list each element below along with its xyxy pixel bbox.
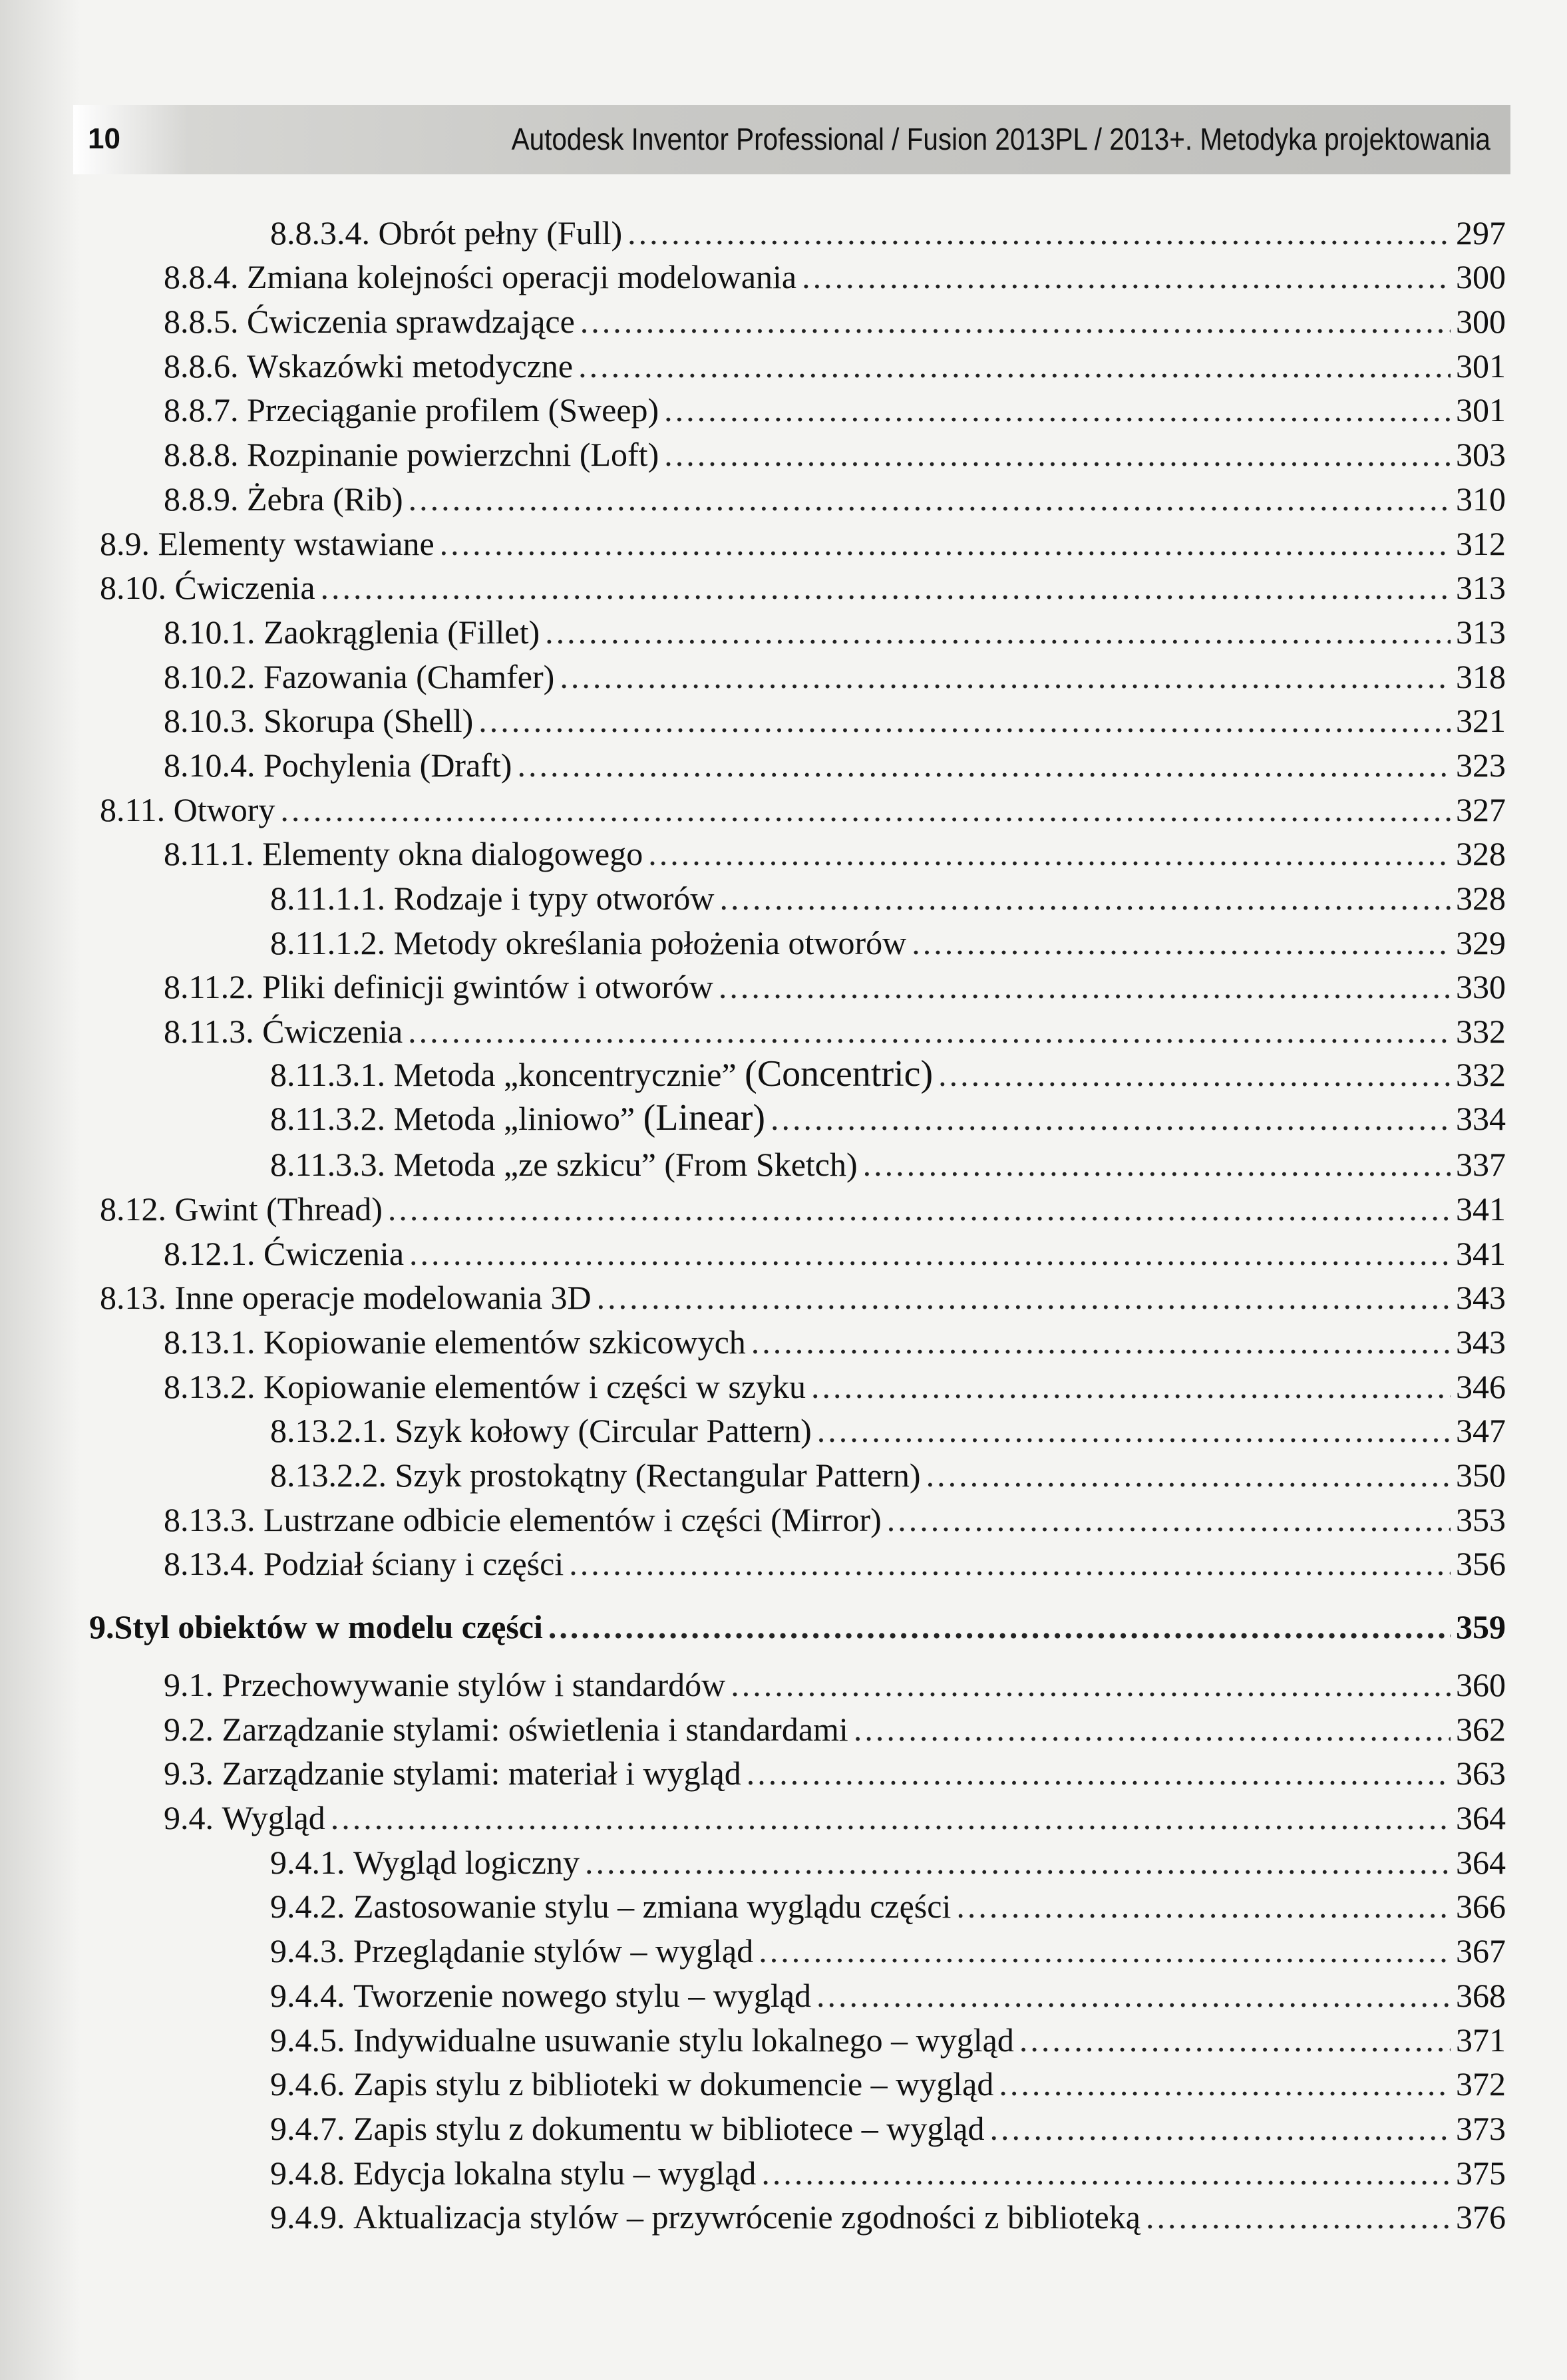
- page-number: 10: [88, 122, 120, 155]
- toc-title: Metoda „ze szkicu” (From Sketch): [393, 1146, 858, 1184]
- leader-dots: [999, 2067, 1451, 2101]
- toc-number: 8.8.9.: [164, 480, 239, 518]
- leader-dots: [280, 793, 1451, 826]
- toc-page: 301: [1456, 391, 1506, 429]
- toc-entry: [0, 1010, 1506, 1055]
- toc-title: Szyk prostokątny (Rectangular Pattern): [395, 1456, 921, 1494]
- toc-number: 8.8.3.4.: [270, 214, 370, 252]
- toc-title: Żebra (Rib): [247, 480, 403, 518]
- toc-entry: [0, 966, 1506, 1011]
- toc-title: Ćwiczenia: [174, 569, 315, 607]
- running-header: [73, 105, 1510, 174]
- leader-dots: [331, 1801, 1451, 1834]
- toc-page: 366: [1456, 1888, 1506, 1926]
- toc-number: 8.8.4.: [164, 258, 239, 296]
- toc-number: 9.4.4.: [270, 1976, 345, 2014]
- toc-page: 328: [1456, 835, 1506, 873]
- toc-title: Wygląd logiczny: [353, 1843, 580, 1881]
- toc-entry: [0, 1188, 1506, 1232]
- toc-entry: [0, 1796, 1506, 1841]
- leader-dots: [548, 1610, 1451, 1643]
- toc-title: Tworzenie nowego stylu – wygląd: [353, 1976, 812, 2014]
- toc-entry: [0, 1498, 1506, 1543]
- toc-entry: [0, 2019, 1506, 2063]
- toc-page: 341: [1456, 1190, 1506, 1228]
- toc-number: 8.10.4.: [164, 746, 256, 784]
- leader-dots: [956, 1890, 1451, 1923]
- toc-number: 8.13.: [100, 1279, 166, 1317]
- toc-page: 303: [1456, 436, 1506, 474]
- leader-dots: [478, 704, 1451, 737]
- toc-page: 363: [1456, 1755, 1506, 1792]
- toc-page: 334: [1456, 1100, 1506, 1138]
- toc-entry: [0, 1753, 1506, 1797]
- toc-title: Edycja lokalna stylu – wygląd: [353, 2154, 757, 2192]
- leader-dots: [585, 1846, 1451, 1879]
- toc-number: 9.4.9.: [270, 2198, 345, 2236]
- toc-chapter-number: 9.: [89, 1608, 114, 1646]
- leader-dots: [719, 970, 1451, 1003]
- toc-title: Zmiana kolejności operacji modelowania: [247, 258, 797, 296]
- toc-title: Obrót pełny (Full): [378, 214, 623, 252]
- toc-page: 330: [1456, 968, 1506, 1006]
- toc-number: 9.4.: [164, 1799, 214, 1837]
- toc-title-english: (Linear): [643, 1097, 765, 1139]
- toc-number: 8.10.1.: [164, 613, 256, 651]
- toc-title: Ćwiczenia: [262, 1013, 403, 1051]
- toc-page: 343: [1456, 1279, 1506, 1317]
- toc-page: 362: [1456, 1710, 1506, 1748]
- toc-entry: [0, 1708, 1506, 1753]
- toc-page: 341: [1456, 1234, 1506, 1272]
- toc-number: 8.10.: [100, 569, 166, 607]
- toc-entry: [0, 1930, 1506, 1974]
- toc-page: 332: [1456, 1055, 1506, 1093]
- toc-page: 321: [1456, 702, 1506, 740]
- toc-number: 8.11.1.1.: [270, 880, 386, 917]
- toc-entry: [0, 300, 1506, 345]
- toc-number: 8.10.3.: [164, 702, 256, 740]
- toc-entry: [0, 1454, 1506, 1498]
- toc-page: 367: [1456, 1932, 1506, 1970]
- toc-title: Elementy wstawiane: [158, 524, 435, 562]
- toc-entry: [0, 922, 1506, 966]
- leader-dots: [751, 1325, 1451, 1359]
- leader-dots: [545, 615, 1451, 649]
- toc-page: 364: [1456, 1843, 1506, 1881]
- toc-page: 343: [1456, 1323, 1506, 1361]
- leader-dots: [912, 926, 1451, 959]
- toc-entry: [0, 744, 1506, 788]
- toc-entry: [0, 389, 1506, 434]
- toc-entry: [0, 1055, 1506, 1099]
- toc-entry: [0, 1143, 1506, 1188]
- toc-page: 364: [1456, 1799, 1506, 1837]
- toc-title: Zaokrąglenia (Fillet): [263, 613, 540, 651]
- toc-number: 8.8.6.: [164, 347, 239, 385]
- toc-number: 8.13.4.: [164, 1545, 256, 1583]
- toc-page: 312: [1456, 524, 1506, 562]
- leader-dots: [578, 349, 1451, 383]
- toc-page: 372: [1456, 2065, 1506, 2103]
- leader-dots: [1019, 2023, 1451, 2057]
- toc-entry: [0, 1099, 1506, 1144]
- toc-page: 337: [1456, 1146, 1506, 1184]
- toc-entry: [0, 1232, 1506, 1277]
- toc-number: 8.13.1.: [164, 1323, 256, 1361]
- toc-title: Przeglądanie stylów – wygląd: [353, 1932, 754, 1970]
- toc-number: 9.2.: [164, 1710, 214, 1748]
- toc-page: 347: [1456, 1412, 1506, 1450]
- toc-entry: [0, 700, 1506, 745]
- leader-dots: [817, 1414, 1451, 1447]
- toc-page: 371: [1456, 2021, 1506, 2059]
- leader-dots: [811, 1370, 1451, 1403]
- leader-dots: [989, 2112, 1451, 2145]
- toc-title: Zarządzanie stylami: materiał i wygląd: [222, 1755, 741, 1792]
- toc-title: Skorupa (Shell): [263, 702, 474, 740]
- toc-title: Wskazówki metodyczne: [247, 347, 574, 385]
- toc-chapter-title: Styl obiektów w modelu części: [114, 1608, 543, 1646]
- leader-dots: [747, 1757, 1451, 1790]
- toc-title: Podział ściany i części: [263, 1545, 564, 1583]
- toc-number: 8.9.: [100, 524, 150, 562]
- toc-page: 329: [1456, 924, 1506, 961]
- leader-dots: [926, 1458, 1451, 1492]
- toc-title: Zarządzanie stylami: oświetlenia i standardami: [222, 1710, 848, 1748]
- leader-dots: [887, 1503, 1451, 1536]
- leader-dots: [409, 482, 1451, 516]
- toc-page: 360: [1456, 1666, 1506, 1703]
- toc-page: 310: [1456, 480, 1506, 518]
- leader-dots: [863, 1148, 1451, 1181]
- toc-number: 8.13.2.1.: [270, 1412, 387, 1450]
- toc-number: 9.1.: [164, 1666, 214, 1703]
- toc-title: Zapis stylu z biblioteki w dokumencie – wygląd: [353, 2065, 994, 2103]
- toc-number: 8.11.: [100, 790, 166, 828]
- toc-page: 300: [1456, 303, 1506, 341]
- toc-number: 9.4.3.: [270, 1932, 345, 1970]
- toc-page: 368: [1456, 1976, 1506, 2014]
- toc-page: 353: [1456, 1500, 1506, 1538]
- toc-page: 359: [1456, 1608, 1506, 1646]
- toc-number: 8.8.8.: [164, 436, 239, 474]
- toc-title: Ćwiczenia: [263, 1234, 405, 1272]
- leader-dots: [1146, 2200, 1451, 2234]
- toc-number: 8.13.2.: [164, 1367, 256, 1405]
- toc-number: 8.10.2.: [164, 657, 256, 695]
- toc-entry: [0, 788, 1506, 833]
- toc-page: 300: [1456, 258, 1506, 296]
- leader-dots: [517, 749, 1451, 782]
- table-of-contents: [0, 212, 1567, 2240]
- toc-entry: [0, 256, 1506, 301]
- leader-dots: [321, 571, 1451, 604]
- leader-dots: [720, 882, 1451, 915]
- toc-entry: [0, 2196, 1506, 2241]
- leader-dots: [388, 1192, 1451, 1226]
- leader-dots: [802, 260, 1451, 293]
- running-title: Autodesk Inventor Professional / Fusion 2013PL / 2013+. Metodyka projektowania: [511, 122, 1490, 156]
- toc-number: 9.4.1.: [270, 1843, 345, 1881]
- toc-number: 8.13.2.2.: [270, 1456, 387, 1494]
- toc-number: 8.11.3.1.: [270, 1055, 386, 1093]
- toc-entry: [0, 1321, 1506, 1365]
- leader-dots: [440, 527, 1451, 560]
- toc-entry: [0, 522, 1506, 567]
- toc-number: 8.11.2.: [164, 968, 254, 1006]
- toc-page: 318: [1456, 657, 1506, 695]
- toc-title: Przeciąganie profilem (Sweep): [247, 391, 659, 429]
- toc-entry: [0, 433, 1506, 478]
- toc-number: 9.4.2.: [270, 1888, 345, 1926]
- toc-title: Fazowania (Chamfer): [263, 657, 555, 695]
- leader-dots: [580, 305, 1451, 338]
- toc-title: Kopiowanie elementów szkicowych: [263, 1323, 746, 1361]
- toc-page: 301: [1456, 347, 1506, 385]
- leader-dots: [409, 1237, 1451, 1270]
- toc-number: 8.13.3.: [164, 1500, 256, 1538]
- toc-title: Ćwiczenia sprawdzające: [247, 303, 575, 341]
- toc-number: 8.12.1.: [164, 1234, 256, 1272]
- toc-title: Metody określania położenia otworów: [393, 924, 907, 961]
- toc-page: 323: [1456, 746, 1506, 784]
- toc-title: Elementy okna dialogowego: [262, 835, 643, 873]
- toc-number: 8.8.5.: [164, 303, 239, 341]
- toc-number: 8.11.1.: [164, 835, 254, 873]
- toc-title: Inne operacje modelowania 3D: [174, 1279, 592, 1317]
- toc-title: Lustrzane odbicie elementów i części (Mirror): [263, 1500, 882, 1538]
- leader-dots: [597, 1281, 1451, 1314]
- leader-dots: [664, 438, 1451, 471]
- toc-page: 332: [1456, 1013, 1506, 1051]
- toc-entry: [0, 2152, 1506, 2196]
- toc-chapter-entry: [0, 1587, 1506, 1663]
- toc-title-english: (Concentric): [745, 1053, 934, 1095]
- toc-entry: [0, 833, 1506, 878]
- toc-page: 376: [1456, 2198, 1506, 2236]
- toc-entry: [0, 2063, 1506, 2108]
- toc-number: 9.4.5.: [270, 2021, 345, 2059]
- toc-page: 313: [1456, 569, 1506, 607]
- toc-number: 8.12.: [100, 1190, 166, 1228]
- toc-title: Zastosowanie stylu – zmiana wyglądu części: [353, 1888, 952, 1926]
- leader-dots: [771, 1102, 1451, 1135]
- leader-dots: [560, 660, 1451, 693]
- leader-dots: [627, 216, 1451, 250]
- toc-title: Gwint (Thread): [174, 1190, 383, 1228]
- toc-page: 328: [1456, 880, 1506, 917]
- toc-title: Otwory: [173, 790, 275, 828]
- toc-entry: [0, 1365, 1506, 1410]
- leader-dots: [761, 2156, 1451, 2190]
- toc-entry: [0, 345, 1506, 389]
- toc-page: 350: [1456, 1456, 1506, 1494]
- toc-entry: [0, 611, 1506, 655]
- toc-page: 297: [1456, 214, 1506, 252]
- toc-title: Zapis stylu z dokumentu w bibliotece – wygląd: [353, 2109, 985, 2147]
- toc-number: 8.11.3.2.: [270, 1100, 386, 1138]
- toc-page: 313: [1456, 613, 1506, 651]
- leader-dots: [854, 1713, 1451, 1746]
- toc-entry: [0, 1277, 1506, 1321]
- toc-title: Metoda „koncentrycznie”: [393, 1055, 737, 1093]
- toc-entry: [0, 1663, 1506, 1708]
- leader-dots: [648, 837, 1451, 870]
- toc-title: Kopiowanie elementów i części w szyku: [263, 1367, 806, 1405]
- toc-entry: [0, 1974, 1506, 2019]
- toc-entry: [0, 1543, 1506, 1588]
- toc-number: 9.4.6.: [270, 2065, 345, 2103]
- toc-title: Aktualizacja stylów – przywrócenie zgodności z biblioteką: [353, 2198, 1140, 2236]
- leader-dots: [938, 1058, 1451, 1091]
- toc-title: Szyk kołowy (Circular Pattern): [395, 1412, 812, 1450]
- toc-number: 8.8.7.: [164, 391, 239, 429]
- toc-title: Przechowywanie stylów i standardów: [222, 1666, 726, 1703]
- leader-dots: [759, 1934, 1451, 1967]
- toc-number: 9.4.7.: [270, 2109, 345, 2147]
- toc-page: 356: [1456, 1545, 1506, 1583]
- toc-title: Pliki definicji gwintów i otworów: [262, 968, 713, 1006]
- toc-number: 9.3.: [164, 1755, 214, 1792]
- toc-entry: [0, 877, 1506, 922]
- leader-dots: [569, 1547, 1451, 1580]
- toc-title: Indywidualne usuwanie stylu lokalnego – wygląd: [353, 2021, 1014, 2059]
- toc-entry: [0, 1410, 1506, 1454]
- toc-page: 375: [1456, 2154, 1506, 2192]
- toc-entry: [0, 478, 1506, 522]
- leader-dots: [816, 1979, 1451, 2012]
- leader-dots: [664, 393, 1451, 426]
- toc-title: Rozpinanie powierzchni (Loft): [247, 436, 659, 474]
- toc-page: 346: [1456, 1367, 1506, 1405]
- toc-number: 8.11.3.3.: [270, 1146, 386, 1184]
- toc-title: Metoda „liniowo”: [393, 1100, 635, 1138]
- toc-entry: [0, 2107, 1506, 2152]
- toc-entry: [0, 1886, 1506, 1930]
- toc-entry: [0, 655, 1506, 700]
- toc-number: 8.11.1.2.: [270, 924, 386, 961]
- leader-dots: [408, 1015, 1451, 1048]
- toc-page: 327: [1456, 790, 1506, 828]
- leader-dots: [731, 1668, 1451, 1701]
- toc-entry: [0, 1841, 1506, 1886]
- toc-number: 9.4.8.: [270, 2154, 345, 2192]
- toc-number: 8.11.3.: [164, 1013, 254, 1051]
- toc-entry: [0, 567, 1506, 611]
- toc-entry: [0, 212, 1506, 256]
- toc-title: Pochylenia (Draft): [263, 746, 512, 784]
- toc-title: Rodzaje i typy otworów: [393, 880, 715, 917]
- toc-title: Wygląd: [222, 1799, 325, 1837]
- toc-page: 373: [1456, 2109, 1506, 2147]
